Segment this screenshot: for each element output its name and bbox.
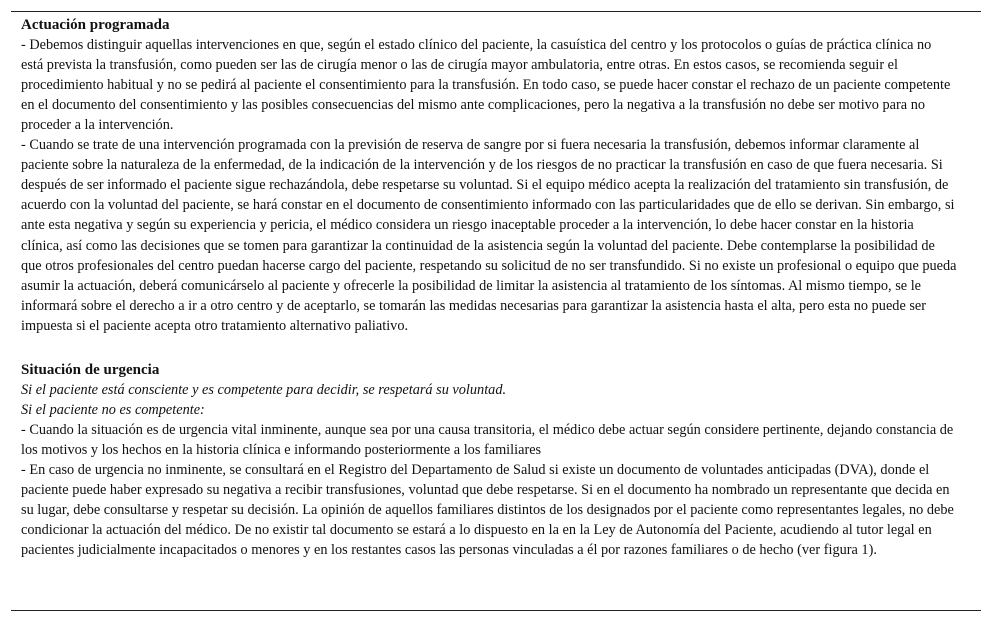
italic-line-not-competent: Si el paciente no es competente: bbox=[21, 401, 205, 418]
paragraph-urgencia-2: - En caso de urgencia no inminente, se consultará en el Registro del Departamento de Salud si existe un documento de voluntades anticipadas (DVA), donde el paciente puede haber expresado su negativa a recibir transfusiones, voluntad que debe respetarse. Si en el documento ha nombrado un representante que decida en su lugar, debe consultarse y respetar su decisión. La opinión de aquellos familiares distintos de los designados por el paciente como representantes legales, no debe condicionar la actuación del médico. De no existir tal documento se estará a lo dispuesto en la en la Ley de Autonomía del Paciente, acudiendo al tutor legal en pacientes judicialmente incapacitados o menores y en los restantes casos las personas vinculadas a él por razones familiares o de hecho (ver figura 1). bbox=[21, 461, 954, 559]
section-spacer bbox=[21, 336, 957, 360]
paragraph-programada-1: - Debemos distinguir aquellas intervenciones en que, según el estado clínico del paciente, la casuística del centro y los protocolos o guías de práctica clínica no está prevista la transfusión, como pueden ser las de cirugía menor o las de cirugía mayor ambulatoria, entre otras. En estos casos, se recomienda seguir el procedimiento habitual y no se pedirá al paciente el consentimiento para la transfusión. En todo caso, se puede hacer constar el rechazo de un paciente competente en el documento del consentimiento y las posibles consecuencias del mismo ante complicaciones, pero la negativa a la transfusión no debe ser motivo para no proceder a la intervención. bbox=[21, 37, 951, 134]
italic-line-competent: Si el paciente está consciente y es competente para decidir, se respetará su voluntad. bbox=[21, 381, 507, 398]
paragraph-urgencia-1: - Cuando la situación es de urgencia vital inminente, aunque sea por una causa transitoria, el médico debe actuar según considere pertinente, dejando constancia de los motivos y los hechos en la historia clínica e informando posteriormente a los familiares bbox=[21, 421, 954, 458]
section-heading-urgencia: Situación de urgencia bbox=[21, 361, 160, 378]
cell-content bbox=[21, 15, 957, 560]
table-cell bbox=[11, 11, 981, 611]
section-heading-programada: Actuación programada bbox=[21, 17, 170, 33]
paragraph-programada-2: - Cuando se trate de una intervención programada con la previsión de reserva de sangre por si fuera necesaria la transfusión, debemos informar claramente al paciente sobre la naturaleza de la enfermedad, de la indicación de la intervención y de los riesgos de no practicar la transfusión en caso de que fuera necesaria. Si después de ser informado el paciente sigue rechazándola, debe respetarse su voluntad. Si el equipo médico acepta la realización del tratamiento sin transfusión, de acuerdo con la voluntad del paciente, se hará constar en el documento de consentimiento informado con las particularidades que de ello se derivan. Sin embargo, si ante esta negativa y según su experiencia y pericia, el médico considera un riesgo inaceptable proceder a la intervención, lo debe hacer constar en la historia clínica, así como las decisiones que se tomen para garantizar la continuidad de la asistencia según la voluntad del paciente. Debe contemplarse la posibilidad de que otros profesionales del centro puedan hacerse cargo del paciente, respetando su solicitud de no ser transfundido. Si no existe un profesional o equipo que pueda asumir la actuación, deberá comunicárselo al paciente y ofrecerle la posibilidad de limitar la asistencia al tratamiento de los síntomas. Al mismo tiempo, se le informará sobre el derecho a ir a otro centro y de aceptarlo, se tomarán las medidas necesarias para garantizar la asistencia hasta el alta, pero esta no puede ser impuesta si el paciente acepta otro tratamiento alternativo paliativo. bbox=[21, 137, 957, 334]
